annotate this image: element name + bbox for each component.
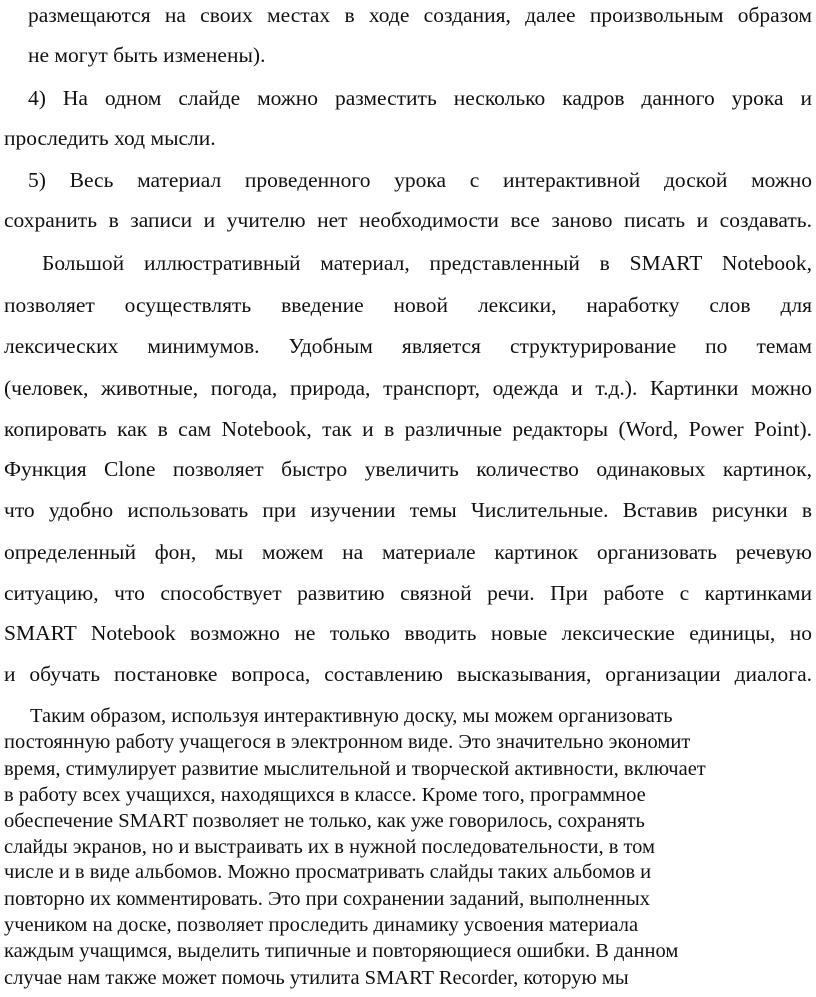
document-line: SMART Notebook возможно не только вводить новые лексические единицы, но: [4, 621, 812, 645]
document-line: обеспечение SMART позволяет не только, как уже говорилось, сохранять: [4, 810, 645, 832]
document-line: (человек, животные, погода, природа, транспорт, одежда и т.д.). Картинки можно: [4, 376, 812, 400]
document-line: Функция Clone позволяет быстро увеличить количество одинаковых картинок,: [4, 457, 812, 481]
document-line: Таким образом, используя интерактивную доску, мы можем организовать: [30, 705, 673, 727]
document-line: сохранить в записи и учителю нет необходимости все заново писать и создавать.: [4, 208, 812, 232]
document-line: что удобно использовать при изучении темы Числительные. Вставив рисунки в: [4, 498, 812, 522]
document-line: каждым учащимся, выделить типичные и повторяющиеся ошибки. В данном: [4, 940, 679, 962]
document-line: время, стимулирует развитие мыслительной и творческой активности, включает: [4, 758, 706, 780]
document-line: постоянную работу учащегося в электронном виде. Это значительно экономит: [4, 731, 691, 753]
document-line: лексических минимумов. Удобным является структурирование по темам: [4, 334, 812, 358]
document-line: учеником на доске, позволяет проследить динамику усвоения материала: [4, 914, 639, 936]
document-line: 5) Весь материал проведенного урока с интерактивной доской можно: [28, 168, 812, 192]
document-line: ситуацию, что способствует развитию связной речи. При работе с картинками: [4, 581, 812, 605]
document-line: числе и в виде альбомов. Можно просматривать слайды таких альбомов и: [4, 861, 652, 883]
document-line: и обучать постановке вопроса, составлению высказывания, организации диалога.: [4, 662, 812, 686]
document-line: Большой иллюстративный материал, представленный в SMART Notebook,: [42, 251, 812, 275]
document-line: копировать как в сам Notebook, так и в различные редакторы (Word, Power Point).: [4, 417, 812, 441]
document-line: не могут быть изменены).: [28, 43, 266, 67]
document-line: проследить ход мысли.: [4, 126, 216, 150]
document-line: позволяет осуществлять введение новой лексики, наработку слов для: [4, 293, 812, 317]
document-line: размещаются на своих местах в ходе создания, далее произвольным образом: [28, 3, 812, 27]
document-line: случае нам также может помочь утилита SMART Recorder, которую мы: [4, 967, 629, 989]
document-line: 4) На одном слайде можно разместить несколько кадров данного урока и: [28, 86, 812, 110]
document-line: повторно их комментировать. Это при сохранении заданий, выполненных: [4, 888, 651, 910]
document-line: определенный фон, мы можем на материале картинок организовать речевую: [4, 540, 812, 564]
document-line: в работу всех учащихся, находящихся в классе. Кроме того, программное: [4, 784, 646, 806]
document-line: слайды экранов, но и выстраивать их в нужной последовательности, в том: [4, 836, 656, 858]
